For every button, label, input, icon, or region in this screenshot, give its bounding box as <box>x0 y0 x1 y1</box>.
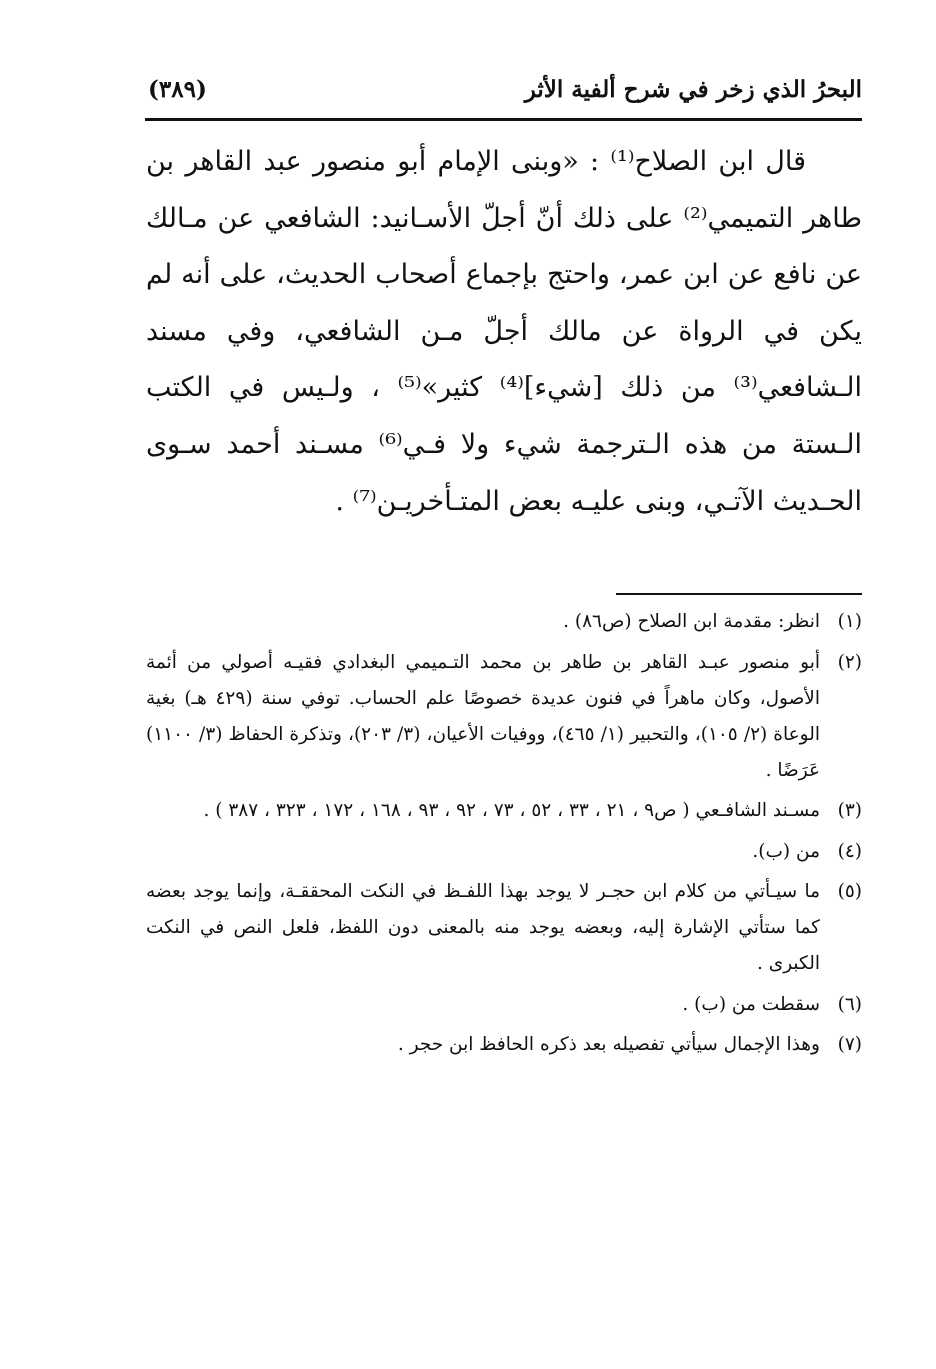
footnote-number: (٦) <box>837 993 862 1015</box>
footnote <box>146 834 862 870</box>
footnote-number: (٣) <box>837 800 862 821</box>
footnote-number: (٧) <box>837 1034 862 1055</box>
footnote-text: سقطت من (ب) . <box>682 993 820 1015</box>
footnote <box>146 874 862 982</box>
main-paragraph <box>146 134 862 530</box>
footnote <box>146 987 862 1023</box>
footnote-text: أبو منصور عبـد القاهر بن طاهر بن محمد التـميمي البغدادي فقيـه أصولي من أئمة الأصول، وكان ماهراً في فنون عديدة خصوصًا علم الحساب. توفي سنة (٤٢٩ هـ) بغية الوعاة (٢/ ١٠٥)، والتحبير (١/ ٤٦٥)، ووفيات الأعيان، (٣/ ٢٠٣)، وتذكرة الحفاظ (٣/ ١١٠٠) عَرَضًا . <box>146 651 820 781</box>
footnotes <box>146 604 862 1068</box>
footnote-text: وهذا الإجمال سيأتي تفصيله بعد ذكره الحافظ ابن حجر . <box>397 1034 820 1055</box>
footnote-text: مسـند الشافـعي ( ص٩ ، ٢١ ، ٣٣ ، ٥٢ ، ٧٣ ، ٩٢ ، ٩٣ ، ١٦٨ ، ١٧٢ ، ٣٢٣ ، ٣٨٧ ) . <box>203 800 820 821</box>
running-header <box>148 76 862 110</box>
page-number: (٣٨٩) <box>148 76 207 103</box>
main-paragraph-text: قال ابن الصلاح⁽¹⁾ : «وبنى الإمام أبو منصور عبد القاهر بن طاهر التميمي⁽²⁾ على ذلك أنّ أجلّ الأسـانيد: الشافعي عن مـالك عن نافع عن ابن عمر، واحتج بإجماع أصحاب الحديث، على أنه لم يكن في الرواة عن مالك أجلّ مـن الشافعي، وفي مسند الـشافعي⁽³⁾ من ذلك [شيء]⁽⁴⁾ كثير»⁽⁵⁾ ، ولـيس في الكتب الـستة من هذه الـترجمة شيء ولا فـي⁽⁶⁾ مسـند أحمد سـوى الحـديث الآتـي، وبنى عليـه بعض المتـأخريـن⁽⁷⁾ . <box>146 146 863 517</box>
footnote-text: من (ب). <box>752 840 820 862</box>
footnote <box>146 1027 862 1063</box>
footnote-text: ما سيـأتي من كلام ابن حجـر لا يوجد بهذا اللفـظ في النكت المحققـة، وإنما يوجد بعضه كما ستأتي الإشارة إليه، وبعضه يوجد منه بالمعنى دون اللفظ، فلعل النص في النكت الكبرى . <box>146 881 820 974</box>
footnote-number: (١) <box>837 611 862 632</box>
footnote-number: (٢) <box>837 651 862 673</box>
footnote <box>146 793 862 829</box>
header-rule <box>145 118 862 121</box>
footnote-separator <box>616 593 862 595</box>
footnote <box>146 645 862 789</box>
footnote-text: انظر: مقدمة ابن الصلاح (ص٨٦) . <box>563 611 820 632</box>
footnote-number: (٥) <box>837 881 862 902</box>
footnote-number: (٤) <box>837 840 862 862</box>
footnote <box>146 604 862 640</box>
running-header-title: البحرُ الذي زخر في شرح ألفية الأثر <box>524 76 862 103</box>
main-text <box>146 134 862 530</box>
